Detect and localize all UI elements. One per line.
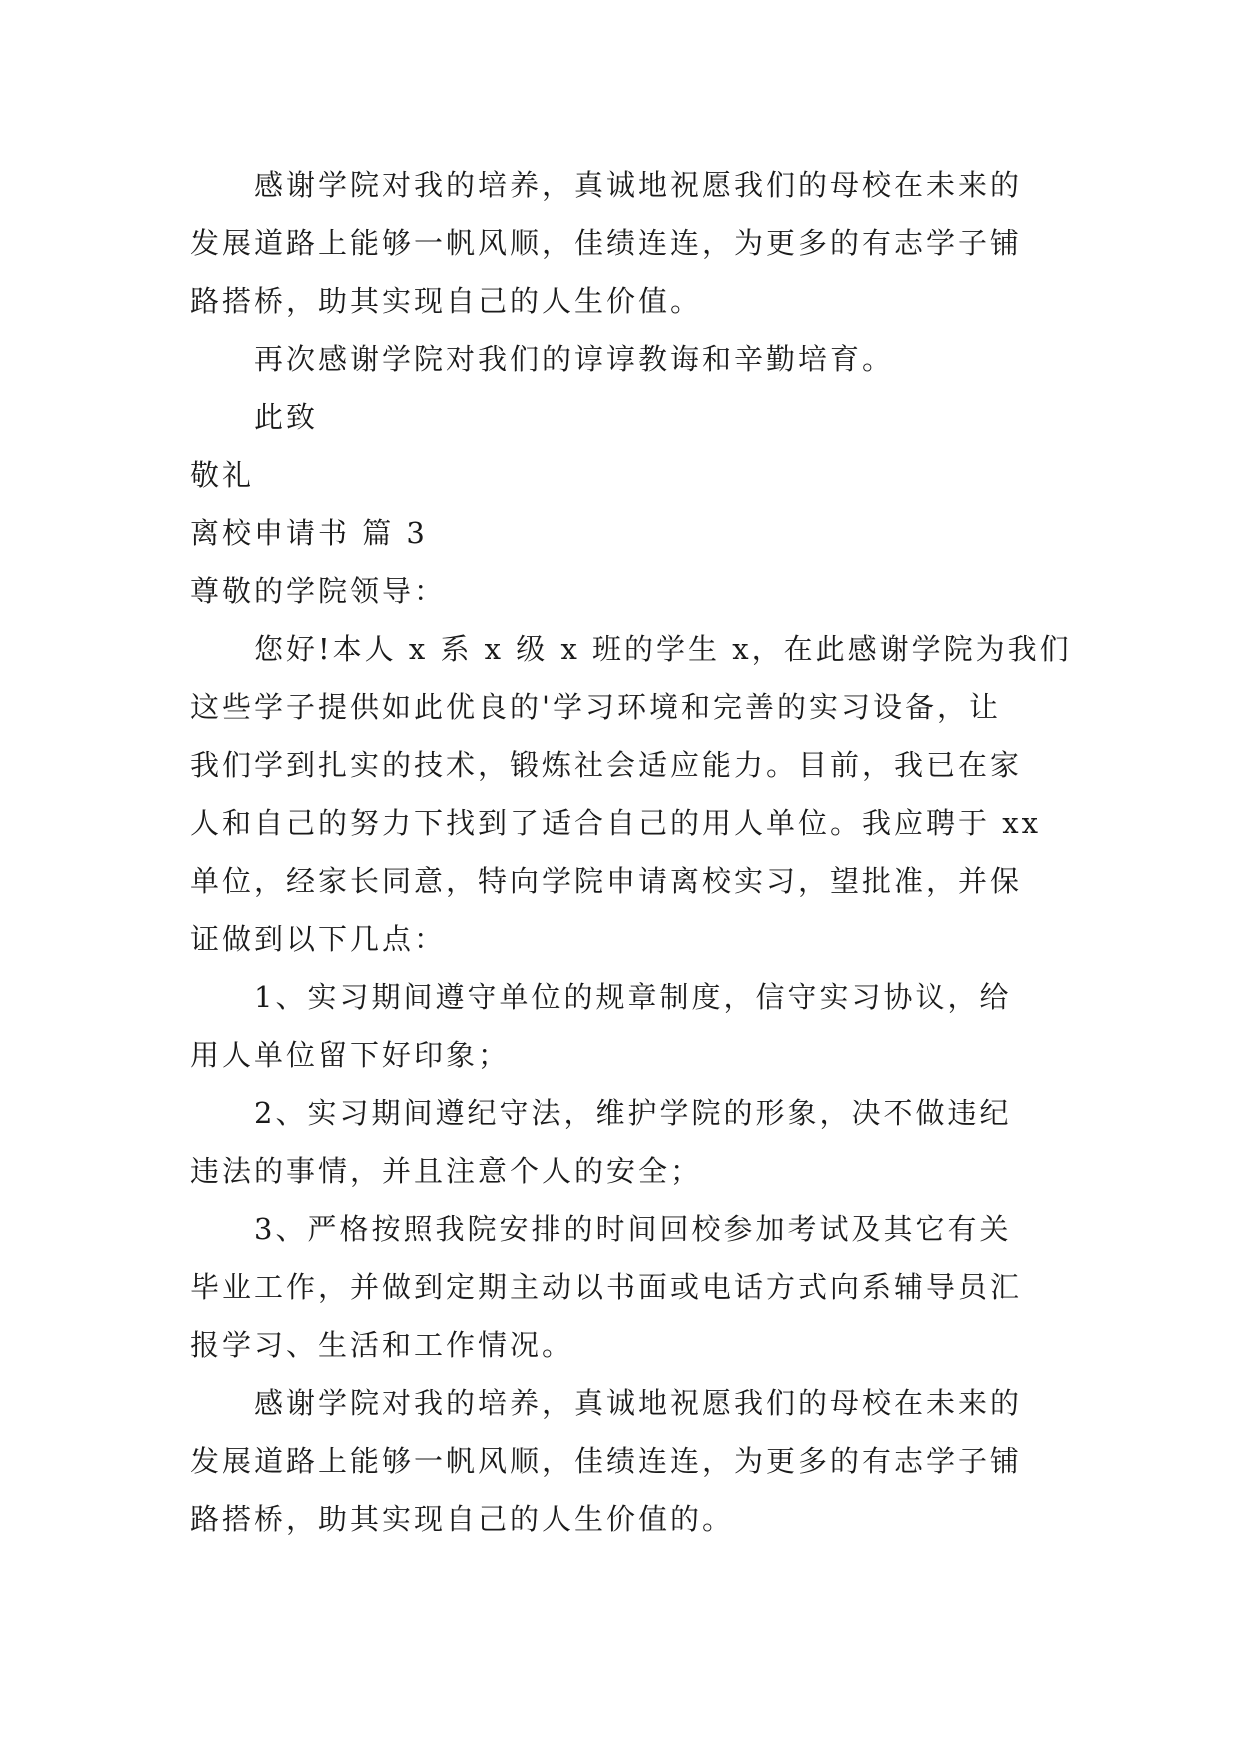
closing-salute: 敬礼 — [190, 458, 255, 492]
paragraph-line: 发展道路上能够一帆风顺，佳绩连连，为更多的有志学子铺 — [190, 226, 1023, 260]
list-item-line: 违法的事情，并且注意个人的安全； — [190, 1154, 703, 1188]
document-body — [190, 156, 1072, 1548]
paragraph-line: 证做到以下几点： — [190, 922, 447, 956]
paragraph-line: 感谢学院对我的培养，真诚地祝愿我们的母校在未来的 — [254, 168, 1023, 202]
paragraph-line: 我们学到扎实的技术，锻炼社会适应能力。目前，我已在家 — [190, 748, 1023, 782]
list-item-line: 报学习、生活和工作情况。 — [190, 1328, 575, 1362]
paragraph-line: 再次感谢学院对我们的谆谆教诲和辛勤培育。 — [254, 342, 895, 376]
paragraph-line: 人和自己的努力下找到了适合自己的用人单位。我应聘于 xx — [190, 806, 1041, 840]
list-item-line: 3、严格按照我院安排的时间回校参加考试及其它有关 — [254, 1212, 1012, 1246]
list-item-line: 毕业工作，并做到定期主动以书面或电话方式向系辅导员汇 — [190, 1270, 1023, 1304]
paragraph-line: 发展道路上能够一帆风顺，佳绩连连，为更多的有志学子铺 — [190, 1444, 1023, 1478]
paragraph-line: 路搭桥，助其实现自己的人生价值。 — [190, 284, 703, 318]
salutation: 尊敬的学院领导： — [190, 574, 447, 608]
paragraph-line: 单位，经家长同意，特向学院申请离校实习，望批准，并保 — [190, 864, 1023, 898]
paragraph-line: 感谢学院对我的培养，真诚地祝愿我们的母校在未来的 — [254, 1386, 1023, 1420]
closing-line: 此致 — [254, 400, 319, 434]
list-item-line: 1、实习期间遵守单位的规章制度，信守实习协议，给 — [254, 980, 1012, 1014]
paragraph-line: 路搭桥，助其实现自己的人生价值的。 — [190, 1502, 735, 1536]
paragraph-line: 这些学子提供如此优良的'学习环境和完善的实习设备，让 — [190, 690, 1001, 724]
list-item-line: 2、实习期间遵纪守法，维护学院的形象，决不做违纪 — [254, 1096, 1012, 1130]
section-heading: 离校申请书 篇 3 — [190, 516, 428, 550]
list-item-line: 用人单位留下好印象； — [190, 1038, 511, 1072]
paragraph-line: 您好!本人 x 系 x 级 x 班的学生 x，在此感谢学院为我们 — [254, 632, 1072, 666]
